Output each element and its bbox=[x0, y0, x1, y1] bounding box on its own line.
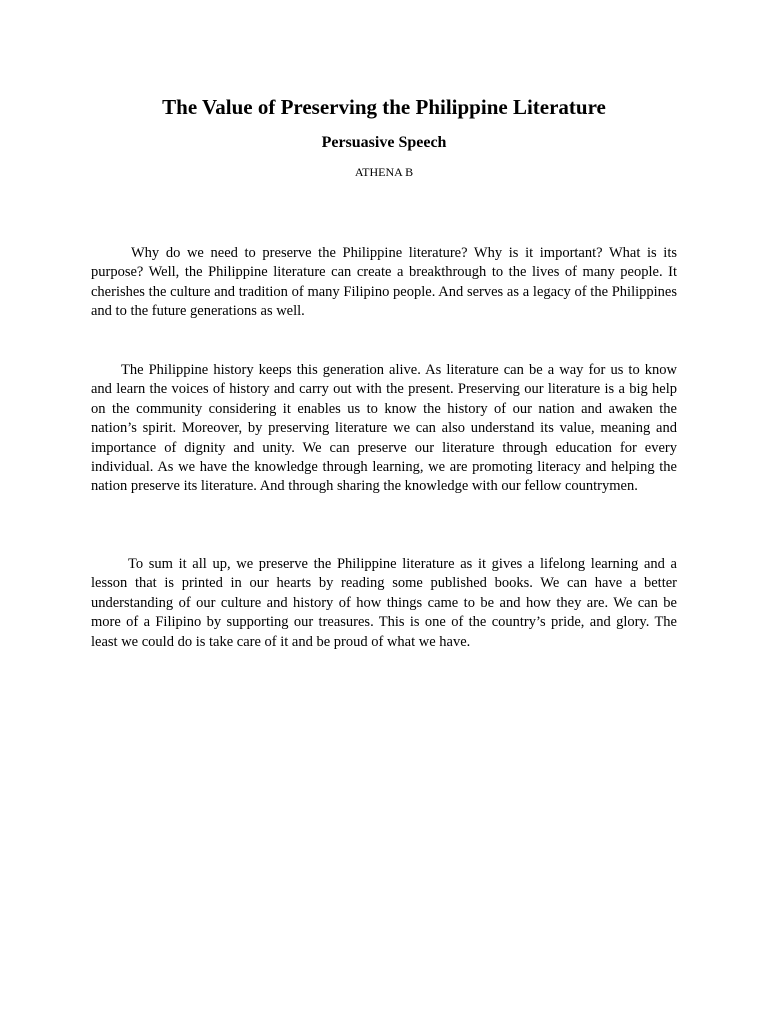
paragraph-conclusion: To sum it all up, we preserve the Philippine literature as it gives a lifelong learning and a lesson that is printed in our hearts by reading some published books. We can have a better understanding of our culture and history of how things came to be and how they are. We can be more of a Filipino by supporting our treasures. This is one of the country’s pride, and glory. The least we could do is take care of it and be proud of what we have. bbox=[91, 556, 677, 650]
paragraph-body: The Philippine history keeps this generation alive. As literature can be a way for us to know and learn the voices of history and carry out with the present. Preserving our literature is a big help on the community considering it enables us to know the history of our nation and awaken the nation’s spirit. Moreover, by preserving literature we can also understand its value, meaning and importance of dignity and unity. We can preserve our literature through education for every individual. As we have the knowledge through learning, we are promoting literacy and helping the nation preserve its literature. And through sharing the knowledge with our fellow countrymen. bbox=[91, 362, 677, 495]
paragraph-intro: Why do we need to preserve the Philippine literature? Why is it important? What is its purpose? Well, the Philippine literature can create a breakthrough to the lives of many people. It cherishes the culture and tradition of many Filipino people. And serves as a legacy of the Philippines and to the future generations as well. bbox=[91, 245, 677, 320]
document-title: The Value of Preserving the Philippine Literature bbox=[162, 95, 606, 119]
document-subtitle: Persuasive Speech bbox=[321, 134, 447, 151]
author-name: ATHENA B bbox=[354, 165, 414, 179]
